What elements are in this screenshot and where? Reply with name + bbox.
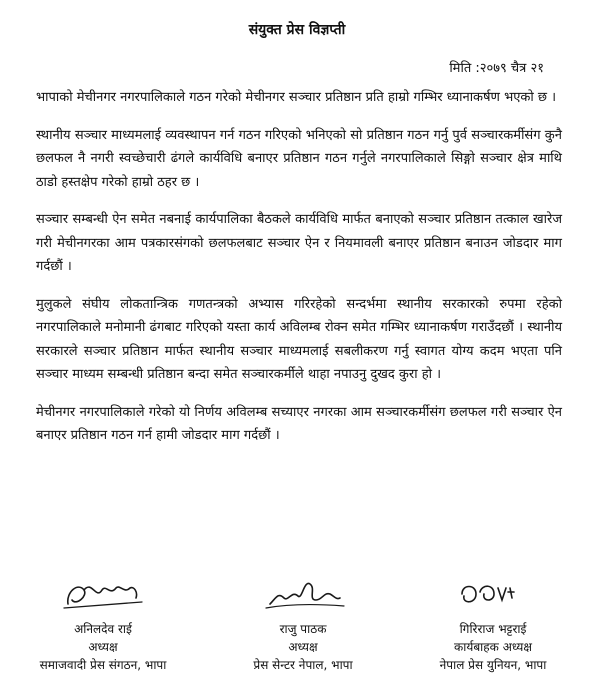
paragraph-1: भापाको मेचीनगर नगरपालिकाले गठन गरेको मेचीनगर सञ्चार प्रतिष्ठान प्रति हाम्रो गम्भिर ध्यानाकर्षण भएको छ । <box>36 90 557 105</box>
signatory-organization: प्रेस सेन्टर नेपाल, भापा <box>253 658 353 672</box>
signatory-block-3 <box>398 570 588 674</box>
paragraph-5: मेचीनगर नगरपालिकाले गरेको यो निर्णय अविलम्ब सच्याएर नगरका आम सञ्चारकर्मीसंग छलफल गरी सञ्चार ऐन बनाएर प्रतिष्ठान गठन गर्न हामी जोडदार माग गर्दछौं । <box>36 404 562 443</box>
signatory-block-1 <box>8 570 198 674</box>
signatures-section <box>0 570 594 700</box>
paragraph-2: स्थानीय सञ्चार माध्यमलाई व्यवस्थापन गर्न गठन गरिएको भनिएको सो प्रतिष्ठान गठन गर्नु पुर्व सञ्चारकर्मीसंग कुनै छलफल नै नगरी स्वच्छेचारी ढंगले कार्यविधि बनाएर प्रतिष्ठान गठन गर्नुले नगरपालिकाले सिङ्गो सञ्चार क्षेत्र माथि ठाडो हस्तक्षेप गरेको हाम्रो ठहर छ । <box>36 127 562 190</box>
handwritten-signature-3 <box>448 570 538 616</box>
signatory-role: अध्यक्ष <box>88 640 118 654</box>
signatory-name: राजु पाठक <box>279 622 327 636</box>
signatory-role: कार्यबाहक अध्यक्ष <box>454 640 532 654</box>
signatory-organization: नेपाल प्रेस युनियन, भापा <box>439 658 547 672</box>
paragraph-4: मुलुकले संघीय लोकतान्त्रिक गणतन्त्रको अभ्यास गरिरहेको सन्दर्भमा स्थानीय सरकारको रुपमा रहेको नगरपालिकाले मनोमानी ढंगबाट गरिएको यस्ता कार्य अविलम्ब रोक्न समेत गम्भिर ध्यानाकर्षण गराउँदछौं । स्थानीय सरकारले सञ्चार प्रतिष्ठान मार्फत स्थानीय सञ्चार माध्यमलाई सबलीकरण गर्नु स्वागत योग्य कदम भएता पनि सञ्चार माध्यम सम्बन्धी प्रतिष्ठान बन्दा समेत सञ्चारकर्मीले थाहा नपाउनु दुखद कुरा हो । <box>36 296 562 382</box>
page-title: संयुक्त प्रेस विज्ञप्ती <box>248 22 346 38</box>
release-date: मिति :२०७९ चैत्र २१ <box>449 61 544 76</box>
signatory-organization: समाजवादी प्रेस संगठन, भापा <box>39 658 167 672</box>
signatory-block-2 <box>208 570 398 674</box>
paragraph-3: सञ्चार सम्बन्धी ऐन समेत नबनाई कार्यपालिका बैठकले कार्यविधि मार्फत बनाएको सञ्चार प्रतिष्ठान तत्काल खारेज गरी मेचीनगरका आम पत्रकारसंगको छलफलबाट सञ्चार ऐन र नियमावली बनाएर प्रतिष्ठान बनाउन जोडदार माग गर्दछौं । <box>36 212 562 274</box>
signatory-name: गिरिराज भट्टराई <box>459 622 527 636</box>
release-body <box>36 86 562 462</box>
signatory-name: अनिलदेव राई <box>74 622 132 636</box>
handwritten-signature-2 <box>258 570 348 616</box>
signatory-role: अध्यक्ष <box>288 640 318 654</box>
handwritten-signature-1 <box>58 570 148 616</box>
